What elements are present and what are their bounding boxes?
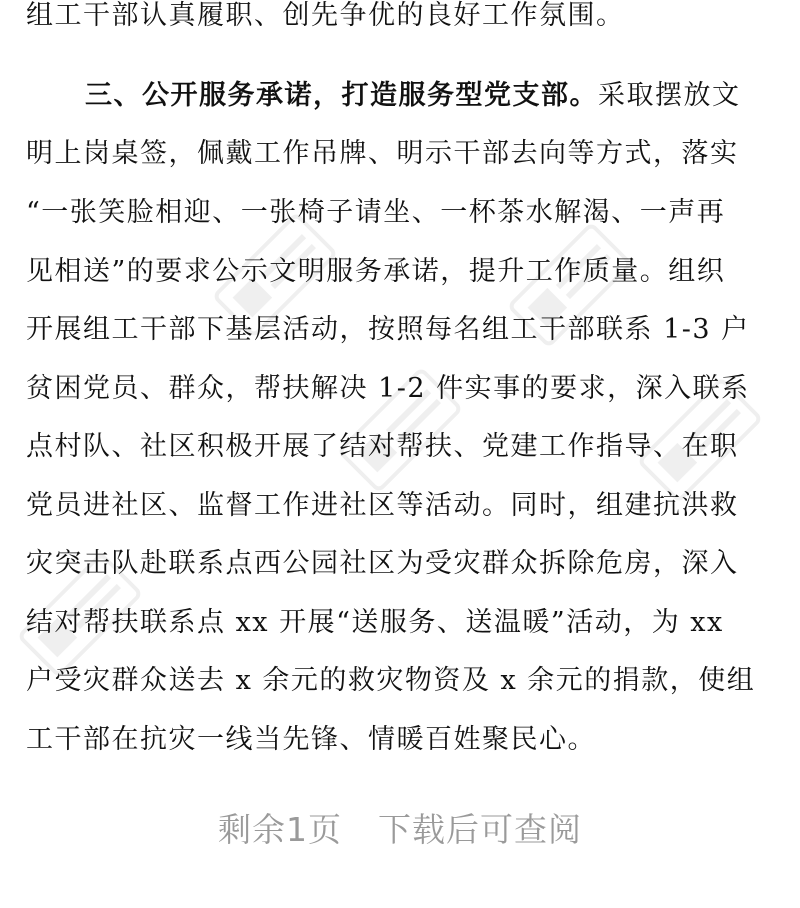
paragraph-line: 贫困党员、群众，帮扶解决 1-2 件实事的要求，深入联系 — [26, 373, 750, 404]
section-heading: 三、公开服务承诺，打造服务型党支部。 — [85, 80, 598, 111]
download-hint-label: 下载后可查阅 — [378, 810, 582, 849]
paragraph-line: 组工干部认真履职、创先争优的良好工作氛围。 — [26, 0, 625, 31]
paragraph-line: 开展组工干部下基层活动，按照每名组工干部联系 1-3 户 — [26, 314, 750, 345]
paragraph-line: 结对帮扶联系点 xx 开展“送服务、送温暖”活动，为 xx — [26, 607, 724, 638]
paragraph-line: 户受灾群众送去 x 余元的救灾物资及 x 余元的捐款，使组 — [26, 665, 756, 696]
remaining-pages-label: 剩余1页 — [218, 810, 342, 849]
download-prompt[interactable] — [0, 808, 800, 852]
paragraph-line: 明上岗桌签，佩戴工作吊牌、明示干部去向等方式，落实 — [26, 138, 739, 169]
paragraph-line: 工干部在抗灾一线当先锋、情暖百姓聚民心。 — [26, 724, 596, 755]
section-heading-tail: 采取摆放文 — [598, 80, 741, 111]
paragraph-line: “一张笑脸相迎、一张椅子请坐、一杯茶水解渴、一声再 — [26, 197, 726, 228]
paragraph-line: 点村队、社区积极开展了结对帮扶、党建工作指导、在职 — [26, 431, 739, 462]
paragraph-line: 灾突击队赴联系点西公园社区为受灾群众拆除危房，深入 — [26, 548, 739, 579]
paragraph-line: 党员进社区、监督工作进社区等活动。同时，组建抗洪救 — [26, 490, 739, 521]
section-heading-line — [85, 80, 785, 112]
paragraph-line: 见相送”的要求公示文明服务承诺，提升工作质量。组织 — [26, 256, 726, 287]
